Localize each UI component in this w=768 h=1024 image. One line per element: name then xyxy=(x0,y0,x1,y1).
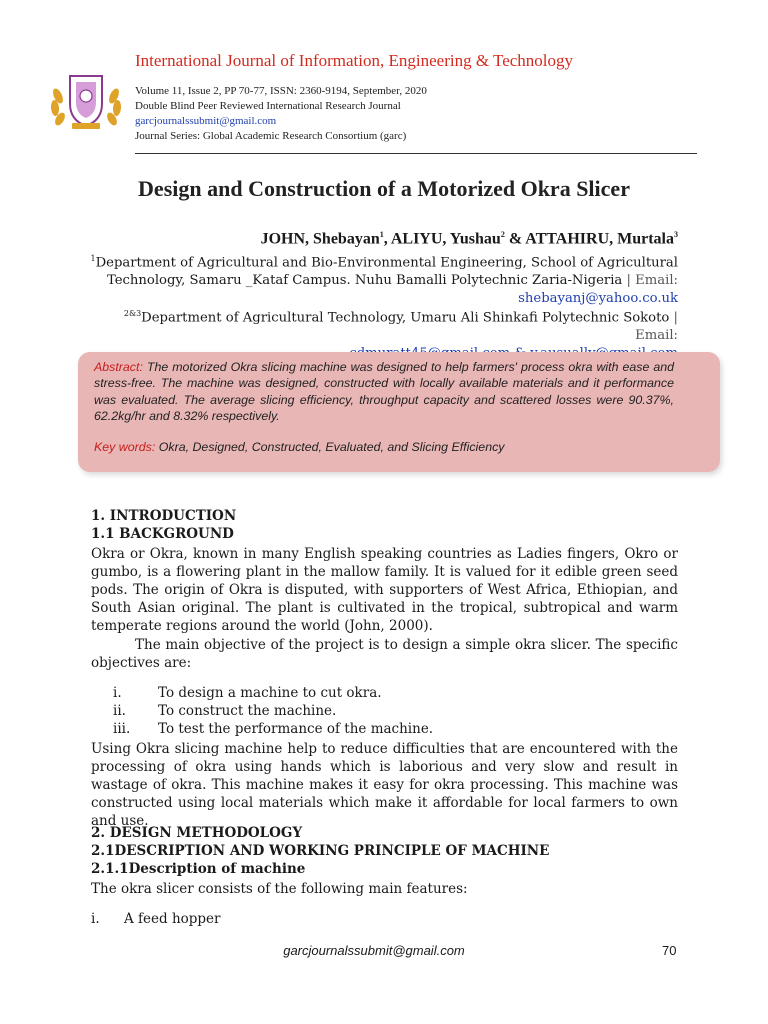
abstract-label: Abstract: xyxy=(94,360,143,374)
paragraph-features: The okra slicer consists of the following main features: xyxy=(91,881,468,897)
list-item: To design a machine to cut okra. xyxy=(158,685,382,701)
section-heading: 1. INTRODUCTION xyxy=(91,508,237,524)
email-label: | Email: xyxy=(635,310,678,344)
journal-logo-icon xyxy=(48,68,124,132)
list-number: i. xyxy=(91,911,100,927)
list-item: A feed hopper xyxy=(124,911,221,927)
review-line: Double Blind Peer Reviewed International Research Journal xyxy=(135,100,401,112)
journal-meta xyxy=(135,84,427,144)
volume-line: Volume 11, Issue 2, PP 70-77, ISSN: 2360-9194, September, 2020 xyxy=(135,85,427,97)
list-item: To test the performance of the machine. xyxy=(158,721,434,737)
author-sup: 1 xyxy=(379,230,384,239)
section-heading: 2. DESIGN METHODOLOGY xyxy=(91,825,303,841)
affiliation-email-link[interactable]: shebayanj@yahoo.co.uk xyxy=(518,291,678,307)
affiliation-sup: 2&3 xyxy=(123,309,142,318)
email-label: | Email: xyxy=(622,273,678,289)
page-number: 70 xyxy=(662,943,677,958)
paragraph-usage: Using Okra slicing machine help to reduce difficulties that are encountered with the processing of okra using hands which is laborious and very slow and result in wastage of okra. This machine makes it easy for okra processing. This machine was constructed using local materials which make it affordable for local farmers to own and use. xyxy=(91,741,678,829)
author-sup: 3 xyxy=(674,230,678,239)
paragraph-background: Okra or Okra, known in many English speaking countries as Ladies fingers, Okro or gumbo, is a flowering plant in the mallow family. It is valued for it edible green seed pods. The origin of Okra is disputed, with supporters of West Africa, Ethiopian, and South Asian original. The plant is cultivated in the tropical, subtropical and warm temperate regions around the world (John, 2000). xyxy=(91,546,678,634)
keywords-text: Okra, Designed, Constructed, Evaluated, and Slicing Efficiency xyxy=(155,440,505,454)
author-name: & ATTAHIRU, Murtala xyxy=(504,230,674,248)
subsubsection-heading: 2.1.1Description of machine xyxy=(91,861,306,877)
list-number: iii. xyxy=(113,721,131,737)
affiliation-1 xyxy=(78,250,678,308)
journal-title: International Journal of Information, Engineering & Technology xyxy=(135,51,574,70)
list-number: ii. xyxy=(113,703,126,719)
list-item: To construct the machine. xyxy=(158,703,337,719)
subsection-heading: 2.1DESCRIPTION AND WORKING PRINCIPLE OF MACHINE xyxy=(91,843,550,859)
keywords-label: Key words: xyxy=(94,440,156,454)
subsection-heading: 1.1 BACKGROUND xyxy=(91,526,234,542)
footer-email-link[interactable]: garcjournalssubmit@gmail.com xyxy=(283,943,465,958)
abstract xyxy=(94,359,674,425)
author-name: , ALIYU, Yushau xyxy=(383,230,501,248)
affiliation-text: Department of Agricultural Technology, Umaru Ali Shinkafi Polytechnic Sokoto xyxy=(141,310,670,326)
paragraph-objective: The main objective of the project is to design a simple okra slicer. The specific objectives are: xyxy=(91,637,678,671)
header-divider xyxy=(135,153,697,154)
journal-email-link[interactable]: garcjournalssubmit@gmail.com xyxy=(135,115,277,127)
series-line: Journal Series: Global Academic Research Consortium (garc) xyxy=(135,130,407,142)
author-name: JOHN, Shebayan xyxy=(260,230,380,248)
keywords xyxy=(94,440,694,454)
affiliation-sup: 1 xyxy=(90,254,96,263)
list-number: i. xyxy=(113,685,122,701)
author-sup: 2 xyxy=(500,230,505,239)
paper-title: Design and Construction of a Motorized Okra Slicer xyxy=(138,176,630,201)
affiliation-text: Department of Agricultural and Bio-Environmental Engineering, School of Agricultural Technology, Samaru _Kataf Campus. Nuhu Bamalli Polytechnic Zaria-Nigeria xyxy=(95,255,678,289)
author-list xyxy=(261,230,678,248)
abstract-body: The motorized Okra slicing machine was designed to help farmers' process okra with ease and stress-free. The machine was designed, constructed with locally available materials and it performance was evaluated. The average slicing efficiency, throughput capacity and scattered losses were 90.37%, 62.2kg/hr and 8.32% respectively. xyxy=(94,360,674,424)
